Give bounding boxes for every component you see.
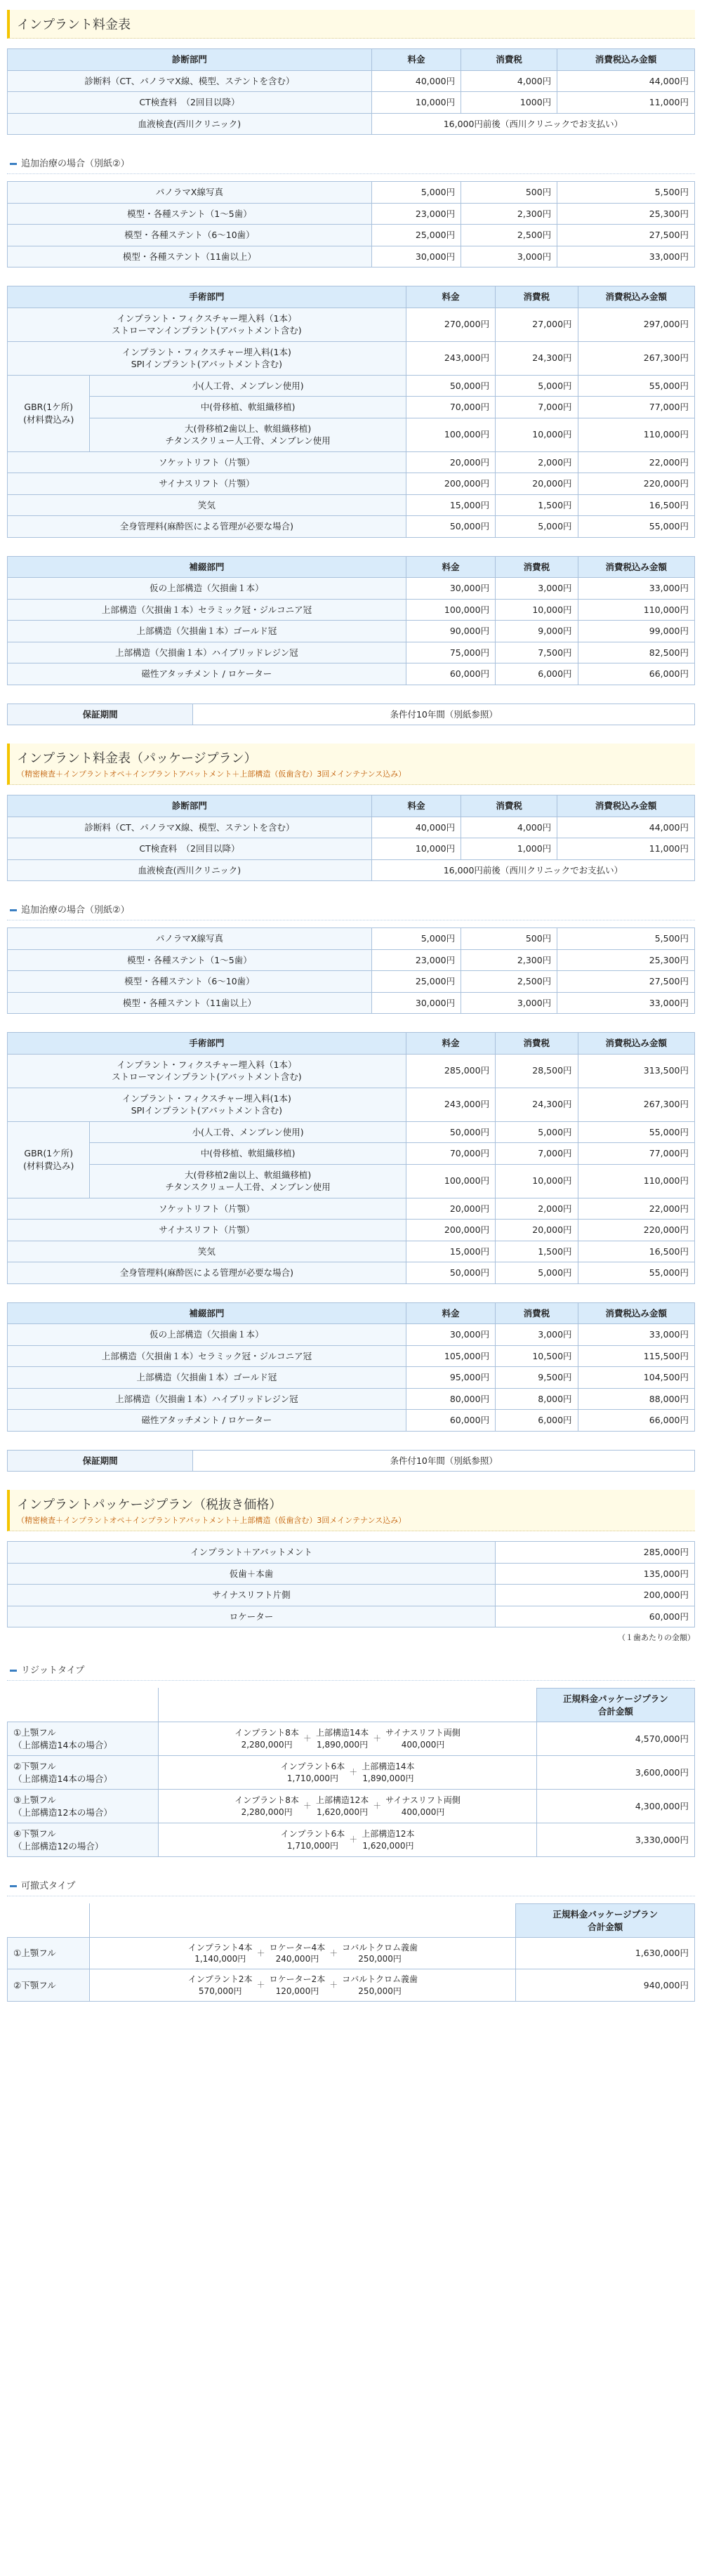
- table-row: 上部構造（欠損歯１本）ハイブリッドレジン冠 75,000円 7,500円 82,500円: [8, 642, 695, 663]
- table-row: GBR(1ケ所) (材料費込み) 小(人工骨、メンブレン使用) 50,000円 5,000円 55,000円: [8, 375, 695, 397]
- table-row: 大(骨移植2歯以上、軟組織移植) チタンスクリュー人工骨、メンブレン使用 100,000円 10,000円 110,000円: [8, 418, 695, 451]
- table-row: ②下顎フル （上部構造14本の場合） インプラント6本 1,710,000円 ＋ 上部構造14本 1,890,000円 3,600,000円: [8, 1756, 695, 1790]
- table-row: 模型・各種ステント（11歯以上） 30,000円 3,000円 33,000円: [8, 992, 695, 1014]
- section-title-package-plan: インプラント料金表（パッケージプラン） （精密検査＋インプラントオペ＋インプラントアバットメント＋上部構造（仮歯含む）3回メインテナンス込み）: [7, 744, 695, 785]
- table-row: ①上顎フル （上部構造14本の場合） インプラント8本 2,280,000円 ＋ 上部構造14本 1,890,000円 ＋ サイナスリフト両側 400,000円 4,570,000円: [8, 1722, 695, 1756]
- table-row: インプラント・フィクスチャー埋入料(1本) SPIインプラント(アバットメント含む) 243,000円 24,300円 267,300円: [8, 1088, 695, 1121]
- table-row: 模型・各種ステント（11歯以上） 30,000円 3,000円 33,000円: [8, 246, 695, 267]
- subsection-extra-treatment: 追加治療の場合（別紙②）: [7, 153, 695, 174]
- table-row: パノラマX線写真 5,000円 500円 5,500円: [8, 182, 695, 204]
- table-row: ③上顎フル （上部構造12本の場合） インプラント8本 2,280,000円 ＋ 上部構造12本 1,620,000円 ＋ サイナスリフト両側 400,000円 4,300,000円: [8, 1790, 695, 1823]
- table-row: 笑気 15,000円 1,500円 16,500円: [8, 494, 695, 516]
- col-total: 消費税込み金額: [557, 49, 695, 71]
- bullet-icon: [10, 1670, 17, 1672]
- table-row: 模型・各種ステント（6～10歯） 25,000円 2,500円 27,500円: [8, 971, 695, 993]
- bullet-icon: [10, 163, 17, 165]
- bullet-icon: [10, 1885, 17, 1887]
- table-row: CT検査料 （2回目以降） 10,000円 1000円 11,000円: [8, 92, 695, 114]
- table-row: 上部構造（欠損歯１本）ゴールド冠 90,000円 9,000円 99,000円: [8, 621, 695, 642]
- surgery-table-2: 手術部門 料金 消費税 消費税込み金額 インプラント・フィクスチャー埋入料（1本） ストローマンインプラント(アバットメント含む) 285,000円 28,500円 313,500円 インプラント・フィクスチャー埋入料(1本) SPIインプラント(アバットメント含む) 243,000円 24,300円 267,300円 GBR(1ケ所) (材料費込み) 小(人工骨、メンブレン使用) 50,000円 5,000円 55,000円 中(骨移植、軟組織移植) 70,000円 7,000円 77,000円 大(骨移植2歯以上、軟組織移植) チタンスクリュー人工骨、メンブレン使用 100,000円 10,000円 110,000円 ソケットリフト（片顎） 20,000円 2,000円 22,000円 サイナスリフト（片顎） 200,000円 20,000円 220,000円 笑気 15,000円 1,500円 16,500円 全身管理料(麻酔医による管理が必要な場合) 50,000円 5,000円 55,000円: [7, 1032, 695, 1284]
- table-row: 血液検査(西川クリニック) 16,000円前後（西川クリニックでお支払い）: [8, 113, 695, 135]
- table-row: 中(骨移植、軟組織移植) 70,000円 7,000円 77,000円: [8, 397, 695, 418]
- gbr-label: GBR(1ケ所) (材料費込み): [8, 1121, 90, 1198]
- col-tax: 消費税: [461, 49, 557, 71]
- table-row: インプラント・フィクスチャー埋入料（1本） ストローマンインプラント(アバットメント含む) 270,000円 27,000円 297,000円: [8, 308, 695, 341]
- per-tooth-note: （１歯あたりの金額）: [618, 1633, 695, 1642]
- table-row: 磁性アタッチメント / ロケーター 60,000円 6,000円 66,000円: [8, 663, 695, 685]
- subsection-extra-treatment-2: 追加治療の場合（別紙②）: [7, 899, 695, 920]
- table-row: 笑気 15,000円 1,500円 16,500円: [8, 1241, 695, 1262]
- extra-treatment-table: [7, 181, 695, 267]
- table-row: 上部構造（欠損歯１本）ゴールド冠 95,000円 9,500円 104,500円: [8, 1367, 695, 1389]
- package-price-table: [7, 1541, 695, 1627]
- diagnosis-table-2: 診断部門 料金 消費税 消費税込み金額 診断料（CT、パノラマX線、模型、ステントを含む） 40,000円 4,000円 44,000円 CT検査料 （2回目以降） 10,000円 1,000円 11,000円 血液検査(西川クリニック) 16,000円前後（西川クリニックでお支払い）: [7, 795, 695, 881]
- table-row: 仮歯＋本歯 135,000円: [8, 1563, 695, 1585]
- gbr-label: GBR(1ケ所) (材料費込み): [8, 375, 90, 451]
- table-row: ソケットリフト（片顎） 20,000円 2,000円 22,000円: [8, 451, 695, 473]
- table-row: ②下顎フル インプラント2本 570,000円 ＋ ロケーター2本 120,000円 ＋ コバルトクロム義歯 250,000円 940,000円: [8, 1969, 695, 2001]
- col-fee: 料金: [371, 49, 461, 71]
- table-row: 模型・各種ステント（1～5歯） 23,000円 2,300円 25,300円: [8, 203, 695, 225]
- table-row: インプラント・フィクスチャー埋入料(1本) SPIインプラント(アバットメント含む) 243,000円 24,300円 267,300円: [8, 341, 695, 375]
- table-row: 仮の上部構造（欠損歯１本） 30,000円 3,000円 33,000円: [8, 1324, 695, 1346]
- table-row: 磁性アタッチメント / ロケーター 60,000円 6,000円 66,000円: [8, 1410, 695, 1432]
- warranty-table-2: [7, 1450, 695, 1472]
- extra-treatment-table-2: [7, 927, 695, 1014]
- table-row: 血液検査(西川クリニック) 16,000円前後（西川クリニックでお支払い）: [8, 859, 695, 881]
- table-row: 中(骨移植、軟組織移植) 70,000円 7,000円 77,000円: [8, 1143, 695, 1165]
- table-row: サイナスリフト片側 200,000円: [8, 1585, 695, 1606]
- table-row: 上部構造（欠損歯１本）セラミック冠・ジルコニア冠 100,000円 10,000円 110,000円: [8, 599, 695, 621]
- table-row: 診断料（CT、パノラマX線、模型、ステントを含む） 40,000円 4,000円 44,000円: [8, 70, 695, 92]
- removable-type-table: 正規料金パッケージプラン 合計金額 ①上顎フル インプラント4本 1,140,000円 ＋ ロケーター4本 240,000円 ＋ コバルトクロム義歯 250,000円 1,630,000円 ②下顎フル インプラント2本 570,000円 ＋ ロケーター2本 120,000円 ＋ コバルトクロム義歯 250,000円 940,000円: [7, 1903, 695, 2002]
- table-row: サイナスリフト（片顎） 200,000円 20,000円 220,000円: [8, 473, 695, 495]
- table-row: サイナスリフト（片顎） 200,000円 20,000円 220,000円: [8, 1220, 695, 1241]
- table-row: インプラント・フィクスチャー埋入料（1本） ストローマンインプラント(アバットメント含む) 285,000円 28,500円 313,500円: [8, 1054, 695, 1088]
- table-row: ①上顎フル インプラント4本 1,140,000円 ＋ ロケーター4本 240,000円 ＋ コバルトクロム義歯 250,000円 1,630,000円: [8, 1938, 695, 1969]
- table-row: 模型・各種ステント（6～10歯） 25,000円 2,500円 27,500円: [8, 225, 695, 246]
- subsection-rigid-type: リジットタイプ: [7, 1660, 695, 1681]
- surgery-table: 手術部門 料金 消費税 消費税込み金額 インプラント・フィクスチャー埋入料（1本） ストローマンインプラント(アバットメント含む) 270,000円 27,000円 297,000円 インプラント・フィクスチャー埋入料(1本) SPIインプラント(アバットメント含む) 243,000円 24,300円 267,300円 GBR(1ケ所) (材料費込み) 小(人工骨、メンブレン使用) 50,000円 5,000円 55,000円 中(骨移植、軟組織移植) 70,000円 7,000円 77,000円 大(骨移植2歯以上、軟組織移植) チタンスクリュー人工骨、メンブレン使用 100,000円 10,000円 110,000円 ソケットリフト（片顎） 20,000円 2,000円 22,000円 サイナスリフト（片顎） 200,000円 20,000円 220,000円 笑気 15,000円 1,500円 16,500円 全身管理料(麻酔医による管理が必要な場合) 50,000円 5,000円 55,000円: [7, 286, 695, 538]
- table-row: ソケットリフト（片顎） 20,000円 2,000円 22,000円: [8, 1198, 695, 1220]
- prosthetic-table: 補綴部門 料金 消費税 消費税込み金額 仮の上部構造（欠損歯１本） 30,000円 3,000円 33,000円 上部構造（欠損歯１本）セラミック冠・ジルコニア冠 100,000円 10,000円 110,000円 上部構造（欠損歯１本）ゴールド冠 90,000円 9,000円 99,000円 上部構造（欠損歯１本）ハイブリッドレジン冠 75,000円 7,500円 82,500円 磁性アタッチメント / ロケーター 60,000円 6,000円 66,000円: [7, 556, 695, 685]
- table-row: 保証期間 条件付10年間（別紙参照）: [8, 704, 695, 725]
- table-row: 上部構造（欠損歯１本）ハイブリッドレジン冠 80,000円 8,000円 88,000円: [8, 1388, 695, 1410]
- table-row: インプラント＋アバットメント 285,000円: [8, 1542, 695, 1564]
- table-row: CT検査料 （2回目以降） 10,000円 1,000円 11,000円: [8, 838, 695, 860]
- table-row: 保証期間 条件付10年間（別紙参照）: [8, 1450, 695, 1472]
- section-title-package-pretax: インプラントパッケージプラン（税抜き価格） （精密検査＋インプラントオペ＋インプラントアバットメント＋上部構造（仮歯含む）3回メインテナンス込み）: [7, 1490, 695, 1531]
- prosthetic-table-2: 補綴部門 料金 消費税 消費税込み金額 仮の上部構造（欠損歯１本） 30,000円 3,000円 33,000円 上部構造（欠損歯１本）セラミック冠・ジルコニア冠 105,000円 10,500円 115,500円 上部構造（欠損歯１本）ゴールド冠 95,000円 9,500円 104,500円 上部構造（欠損歯１本）ハイブリッドレジン冠 80,000円 8,000円 88,000円 磁性アタッチメント / ロケーター 60,000円 6,000円 66,000円: [7, 1302, 695, 1432]
- table-row: ロケーター 60,000円: [8, 1606, 695, 1627]
- table-row: 仮の上部構造（欠損歯１本） 30,000円 3,000円 33,000円: [8, 578, 695, 600]
- table-row: パノラマX線写真 5,000円 500円 5,500円: [8, 928, 695, 950]
- table-row: 模型・各種ステント（1～5歯） 23,000円 2,300円 25,300円: [8, 949, 695, 971]
- section-title-price-list: インプラント料金表: [7, 10, 695, 39]
- table-row: 診断料（CT、パノラマX線、模型、ステントを含む） 40,000円 4,000円 44,000円: [8, 817, 695, 838]
- diagnosis-table: [7, 48, 695, 135]
- table-row: GBR(1ケ所) (材料費込み) 小(人工骨、メンブレン使用) 50,000円 5,000円 55,000円: [8, 1121, 695, 1143]
- table-row: ④下顎フル （上部構造12の場合） インプラント6本 1,710,000円 ＋ 上部構造12本 1,620,000円 3,330,000円: [8, 1823, 695, 1857]
- warranty-table: [7, 704, 695, 726]
- col-dept: 診断部門: [8, 49, 372, 71]
- table-row: 全身管理料(麻酔医による管理が必要な場合) 50,000円 5,000円 55,000円: [8, 516, 695, 538]
- table-row: 上部構造（欠損歯１本）セラミック冠・ジルコニア冠 105,000円 10,500円 115,500円: [8, 1345, 695, 1367]
- table-row: 全身管理料(麻酔医による管理が必要な場合) 50,000円 5,000円 55,000円: [8, 1262, 695, 1284]
- bullet-icon: [10, 909, 17, 911]
- table-row: 大(骨移植2歯以上、軟組織移植) チタンスクリュー人工骨、メンブレン使用 100,000円 10,000円 110,000円: [8, 1164, 695, 1198]
- rigid-type-table: 正規料金パッケージプラン 合計金額 ①上顎フル （上部構造14本の場合） インプラント8本 2,280,000円 ＋ 上部構造14本 1,890,000円 ＋ サイナスリフト両側 400,000円 4,570,000円 ②下顎フル （上部構造14本の場合） インプラント6本 1,710,000円 ＋ 上部構造14本 1,890,000円 3,600,000円 ③上顎フル （上部構造12本の場合） インプラント8本 2,280,000円 ＋ 上部構造12本 1,620,000円 ＋ サイナスリフト両側 400,000円 4,300,000円 ④下顎フル （上部構造12の場合） インプラント6本 1,710,000円 ＋ 上部構造12本 1,620,000円 3,330,000円: [7, 1688, 695, 1857]
- subsection-removable-type: 可撤式タイプ: [7, 1875, 695, 1896]
